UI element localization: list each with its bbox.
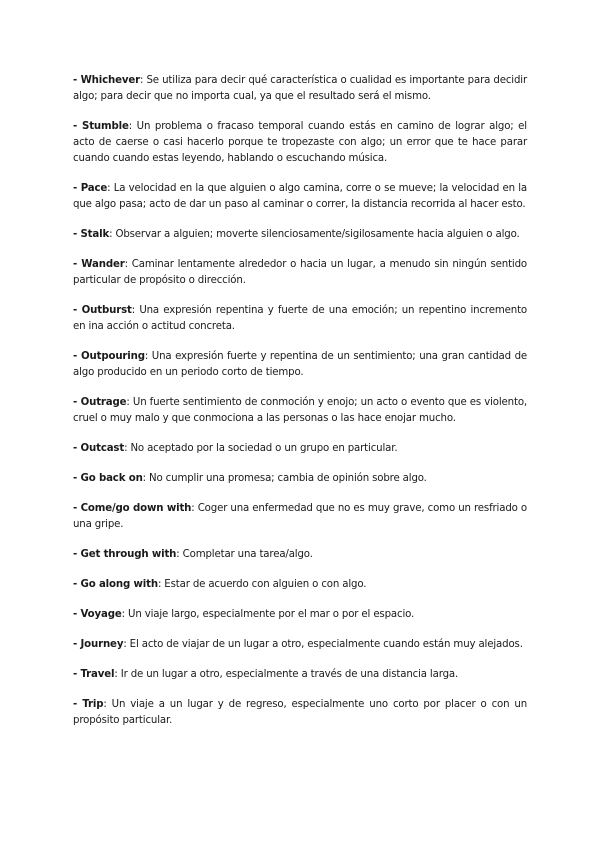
entry-definition: : No aceptado por la sociedad o un grupo en particular.	[124, 443, 398, 454]
entry-journey	[73, 637, 527, 653]
entry-term: - Stalk	[73, 229, 110, 240]
entry-term: - Outrage	[73, 397, 127, 408]
entry-term: - Stumble	[73, 121, 129, 132]
entry-definition: : Una expresión repentina y fuerte de una emoción; un repentino incremento en ina acción o actitud concreta.	[73, 305, 527, 332]
entry-outpouring	[73, 349, 527, 381]
entry-wander	[73, 257, 527, 289]
entry-term: - Outcast	[73, 443, 125, 454]
entry-definition: : Observar a alguien; moverte silenciosamente/sigilosamente hacia alguien o algo.	[109, 229, 520, 240]
entry-definition: : Ir de un lugar a otro, especialmente a través de una distancia larga.	[114, 669, 459, 680]
entry-go-back-on	[73, 471, 527, 487]
entry-definition: : No cumplir una promesa; cambia de opinión sobre algo.	[142, 473, 427, 484]
entry-definition: : Un viaje largo, especialmente por el mar o por el espacio.	[121, 609, 415, 620]
entry-stumble	[73, 119, 527, 167]
entry-term: - Whichever	[73, 75, 141, 86]
entry-term: - Go back on	[73, 473, 143, 484]
entry-travel	[73, 667, 527, 683]
entry-term: - Voyage	[73, 609, 122, 620]
entry-voyage	[73, 607, 527, 623]
entry-trip	[73, 697, 527, 729]
entry-definition: : Se utiliza para decir qué característica o cualidad es importante para decidir algo; para decir que no importa cual, ya que el resultado será el mismo.	[73, 75, 528, 102]
entry-whichever	[73, 73, 527, 105]
entry-term: - Travel	[73, 669, 115, 680]
entry-definition: : Un viaje a un lugar y de regreso, especialmente uno corto por placer o con un propósito particular.	[73, 699, 527, 726]
entry-definition: : Un problema o fracaso temporal cuando estás en camino de lograr algo; el acto de caerse o casi hacerlo porque te tropezaste con algo; un error que te hace parar cuando cuando estas leyendo, hablando o escuchando música.	[73, 121, 527, 164]
entry-term: - Journey	[73, 639, 124, 650]
entry-get-through-with	[73, 547, 527, 563]
document-page	[73, 73, 527, 743]
entry-term: - Outburst	[73, 305, 132, 316]
entry-definition: : Estar de acuerdo con alguien o con algo.	[157, 579, 367, 590]
entry-outrage	[73, 395, 527, 427]
entry-term: - Outpouring	[73, 351, 145, 362]
entry-term: - Come/go down with	[73, 503, 192, 514]
entry-outcast	[73, 441, 527, 457]
entry-term: - Go along with	[73, 579, 158, 590]
entry-pace	[73, 181, 527, 213]
entry-term: - Trip	[73, 699, 104, 710]
entry-term: - Wander	[73, 259, 125, 270]
entry-come-go-down-with	[73, 501, 527, 533]
entry-term: - Pace	[73, 183, 108, 194]
entry-go-along-with	[73, 577, 527, 593]
entry-definition: : Completar una tarea/algo.	[176, 549, 313, 560]
entry-definition: : Un fuerte sentimiento de conmoción y enojo; un acto o evento que es violento, cruel o muy malo y que conmociona a las personas o las hace enojar mucho.	[73, 397, 527, 424]
entry-definition: : Coger una enfermedad que no es muy grave, como un resfriado o una gripe.	[73, 503, 527, 530]
entry-term: - Get through with	[73, 549, 177, 560]
entry-outburst	[73, 303, 527, 335]
entry-stalk	[73, 227, 527, 243]
entry-definition: : El acto de viajar de un lugar a otro, especialmente cuando están muy alejados.	[123, 639, 523, 650]
entry-definition: : Caminar lentamente alrededor o hacia un lugar, a menudo sin ningún sentido particular de propósito o dirección.	[73, 259, 527, 286]
entry-definition: : Una expresión fuerte y repentina de un sentimiento; una gran cantidad de algo producido en un periodo corto de tiempo.	[73, 351, 527, 378]
entry-definition: : La velocidad en la que alguien o algo camina, corre o se mueve; la velocidad en la que algo pasa; acto de dar un paso al caminar o correr, la distancia recorrida al hacer esto.	[73, 183, 528, 210]
